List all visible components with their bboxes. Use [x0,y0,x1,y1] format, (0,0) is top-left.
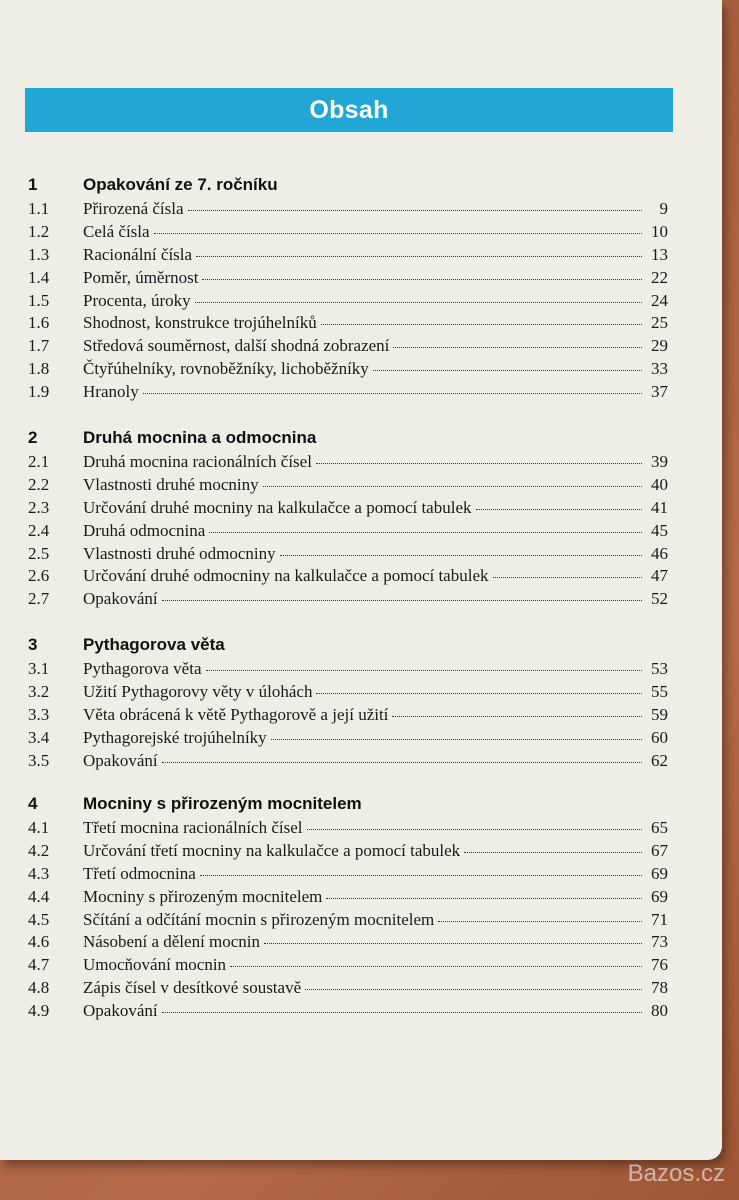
section-title: Pythagorova věta [83,659,202,678]
page-number: 29 [651,336,668,356]
toc-entry [28,359,668,382]
dot-leader [438,921,642,922]
dot-leader [230,966,642,967]
chapter-section-2 [28,428,668,612]
chapter-heading [28,175,668,199]
section-number: 2.6 [28,566,50,586]
page-number: 39 [651,452,668,471]
section-number: 3.5 [28,750,50,770]
page-number: 9 [659,199,668,218]
section-number: 2.7 [28,589,50,609]
dot-leader [162,762,642,763]
page-number: 37 [651,382,668,402]
chapter-section-1 [28,175,668,405]
toc-entry [28,245,668,268]
page-number: 33 [651,359,668,379]
chapter-heading [28,794,668,818]
section-number: 2.4 [28,520,50,540]
watermark: Bazos.cz [627,1160,725,1187]
dot-leader [373,370,642,371]
section-number: 2.1 [28,452,50,471]
section-title: Opakování [83,1001,158,1021]
section-number: 2.3 [28,497,50,517]
page-number: 22 [651,267,668,287]
section-number: 4.6 [28,932,50,952]
section-number: 1.9 [28,382,50,402]
section-number: 1.1 [28,199,50,218]
dot-leader [154,233,642,234]
section-number: 4.8 [28,978,50,998]
toc-entry [28,1001,668,1024]
page-number: 67 [651,840,668,860]
toc-entry [28,566,668,589]
toc-entry [28,751,668,774]
toc-entry [28,199,668,222]
section-title: Násobení a dělení mocnin [83,932,261,952]
toc-entry [28,659,668,682]
toc-entry [28,589,668,612]
section-title: Určování druhé odmocniny na kalkulačce a pomocí tabulek [83,566,489,586]
section-number: 1.8 [28,359,50,379]
toc-entry [28,498,668,521]
chapter-heading [28,428,668,452]
section-number: 2.2 [28,474,50,494]
section-number: 1.3 [28,244,50,264]
page-number: 53 [651,659,668,678]
page-title: Obsah [309,95,389,124]
section-title: Sčítání a odčítání mocnin s přirozeným mocnitelem [83,909,435,929]
page-number: 47 [651,566,668,586]
dot-leader [162,1012,642,1013]
dot-leader [305,989,642,990]
toc-entry [28,452,668,475]
page-number: 71 [651,909,668,929]
toc-entry [28,222,668,245]
page-number: 45 [651,520,668,540]
dot-leader [321,324,642,325]
section-title: Opakování [83,750,158,770]
toc-entry [28,313,668,336]
page-number: 69 [651,863,668,883]
section-number: 4.2 [28,840,50,860]
toc-entry [28,955,668,978]
dot-leader [493,577,643,578]
page-number: 80 [651,1001,668,1021]
page-number: 10 [651,221,668,241]
section-title: Hranoly [83,382,139,402]
chapter-title: Pythagorova věta [83,635,225,654]
section-number: 2.5 [28,543,50,563]
toc-entry [28,268,668,291]
section-number: 1.6 [28,313,50,333]
toc-entry [28,336,668,359]
section-number: 4.3 [28,863,50,883]
section-title: Užití Pythagorovy věty v úlohách [83,681,313,701]
section-title: Zápis čísel v desítkové soustavě [83,978,302,998]
section-title: Určování třetí mocniny na kalkulačce a pomocí tabulek [83,840,461,860]
section-number: 4.4 [28,886,50,906]
dot-leader [476,509,643,510]
dot-leader [143,393,642,394]
page-number: 65 [651,818,668,837]
dot-leader [271,739,642,740]
dot-leader [392,716,642,717]
dot-leader [200,875,642,876]
section-number: 1.4 [28,267,50,287]
section-number: 1.7 [28,336,50,356]
toc-entry [28,887,668,910]
dot-leader [464,852,642,853]
section-title: Poměr, úměrnost [83,267,199,287]
dot-leader [195,302,642,303]
page-number: 78 [651,978,668,998]
page-number: 46 [651,543,668,563]
section-title: Čtyřúhelníky, rovnoběžníky, lichoběžníky [83,359,369,379]
dot-leader [206,670,643,671]
section-title: Třetí odmocnina [83,863,196,883]
section-number: 4.1 [28,818,50,837]
toc-entry [28,910,668,933]
section-title: Umocňování mocnin [83,955,227,975]
dot-leader [316,693,642,694]
toc-entry [28,932,668,955]
dot-leader [162,600,642,601]
toc-entry [28,382,668,405]
toc-entry [28,475,668,498]
page-number: 24 [651,290,668,310]
dot-leader [326,898,642,899]
toc-entry [28,841,668,864]
chapter-number: 4 [28,794,38,813]
section-number: 3.4 [28,727,50,747]
section-number: 1.5 [28,290,50,310]
dot-leader [209,532,642,533]
toc-entry [28,728,668,751]
chapter-section-3 [28,635,668,773]
page-number: 25 [651,313,668,333]
section-title: Druhá odmocnina [83,520,206,540]
section-number: 4.5 [28,909,50,929]
page-number: 55 [651,681,668,701]
chapter-title: Mocniny s přirozeným mocnitelem [83,794,362,813]
section-title: Věta obrácená k větě Pythagorově a její užití [83,704,389,724]
toc-entry [28,818,668,841]
section-title: Vlastnosti druhé odmocniny [83,543,276,563]
section-title: Středová souměrnost, další shodná zobrazení [83,336,390,356]
chapter-number: 3 [28,635,38,654]
dot-leader [202,279,642,280]
toc-entry [28,705,668,728]
toc-entry [28,544,668,567]
page-number: 40 [651,474,668,494]
section-number: 1.2 [28,221,50,241]
section-number: 3.3 [28,704,50,724]
toc-entry [28,864,668,887]
chapter-number: 2 [28,428,38,447]
toc-entry [28,521,668,544]
dot-leader [188,210,642,211]
section-title: Vlastnosti druhé mocniny [83,474,259,494]
toc-entry [28,291,668,314]
section-title: Přirozená čísla [83,199,184,218]
section-title: Celá čísla [83,221,150,241]
page-number: 13 [651,244,668,264]
page-number: 52 [651,589,668,609]
chapter-number: 1 [28,175,38,194]
section-number: 4.7 [28,955,50,975]
section-title: Druhá mocnina racionálních čísel [83,452,312,471]
toc-entry [28,978,668,1001]
dot-leader [264,943,642,944]
section-title: Shodnost, konstrukce trojúhelníků [83,313,317,333]
section-title: Racionální čísla [83,244,193,264]
page-number: 69 [651,886,668,906]
page-number: 76 [651,955,668,975]
section-title: Třetí mocnina racionálních čísel [83,818,303,837]
section-title: Určování druhé mocniny na kalkulačce a pomocí tabulek [83,497,472,517]
dot-leader [307,829,643,830]
page-number: 62 [651,750,668,770]
dot-leader [280,555,642,556]
page-number: 41 [651,497,668,517]
dot-leader [263,486,642,487]
section-number: 3.1 [28,659,50,678]
dot-leader [393,347,642,348]
page-number: 73 [651,932,668,952]
section-title: Opakování [83,589,158,609]
dot-leader [316,463,642,464]
toc-entry [28,682,668,705]
section-title: Mocniny s přirozeným mocnitelem [83,886,323,906]
chapter-title: Druhá mocnina a odmocnina [83,428,317,447]
chapter-title: Opakování ze 7. ročníku [83,175,278,194]
section-title: Procenta, úroky [83,290,191,310]
dot-leader [196,256,642,257]
page-number: 59 [651,704,668,724]
page-number: 60 [651,727,668,747]
section-title: Pythagorejské trojúhelníky [83,727,267,747]
section-number: 3.2 [28,681,50,701]
chapter-heading [28,635,668,659]
chapter-section-4 [28,794,668,1024]
section-number: 4.9 [28,1001,50,1021]
title-banner [25,88,673,132]
